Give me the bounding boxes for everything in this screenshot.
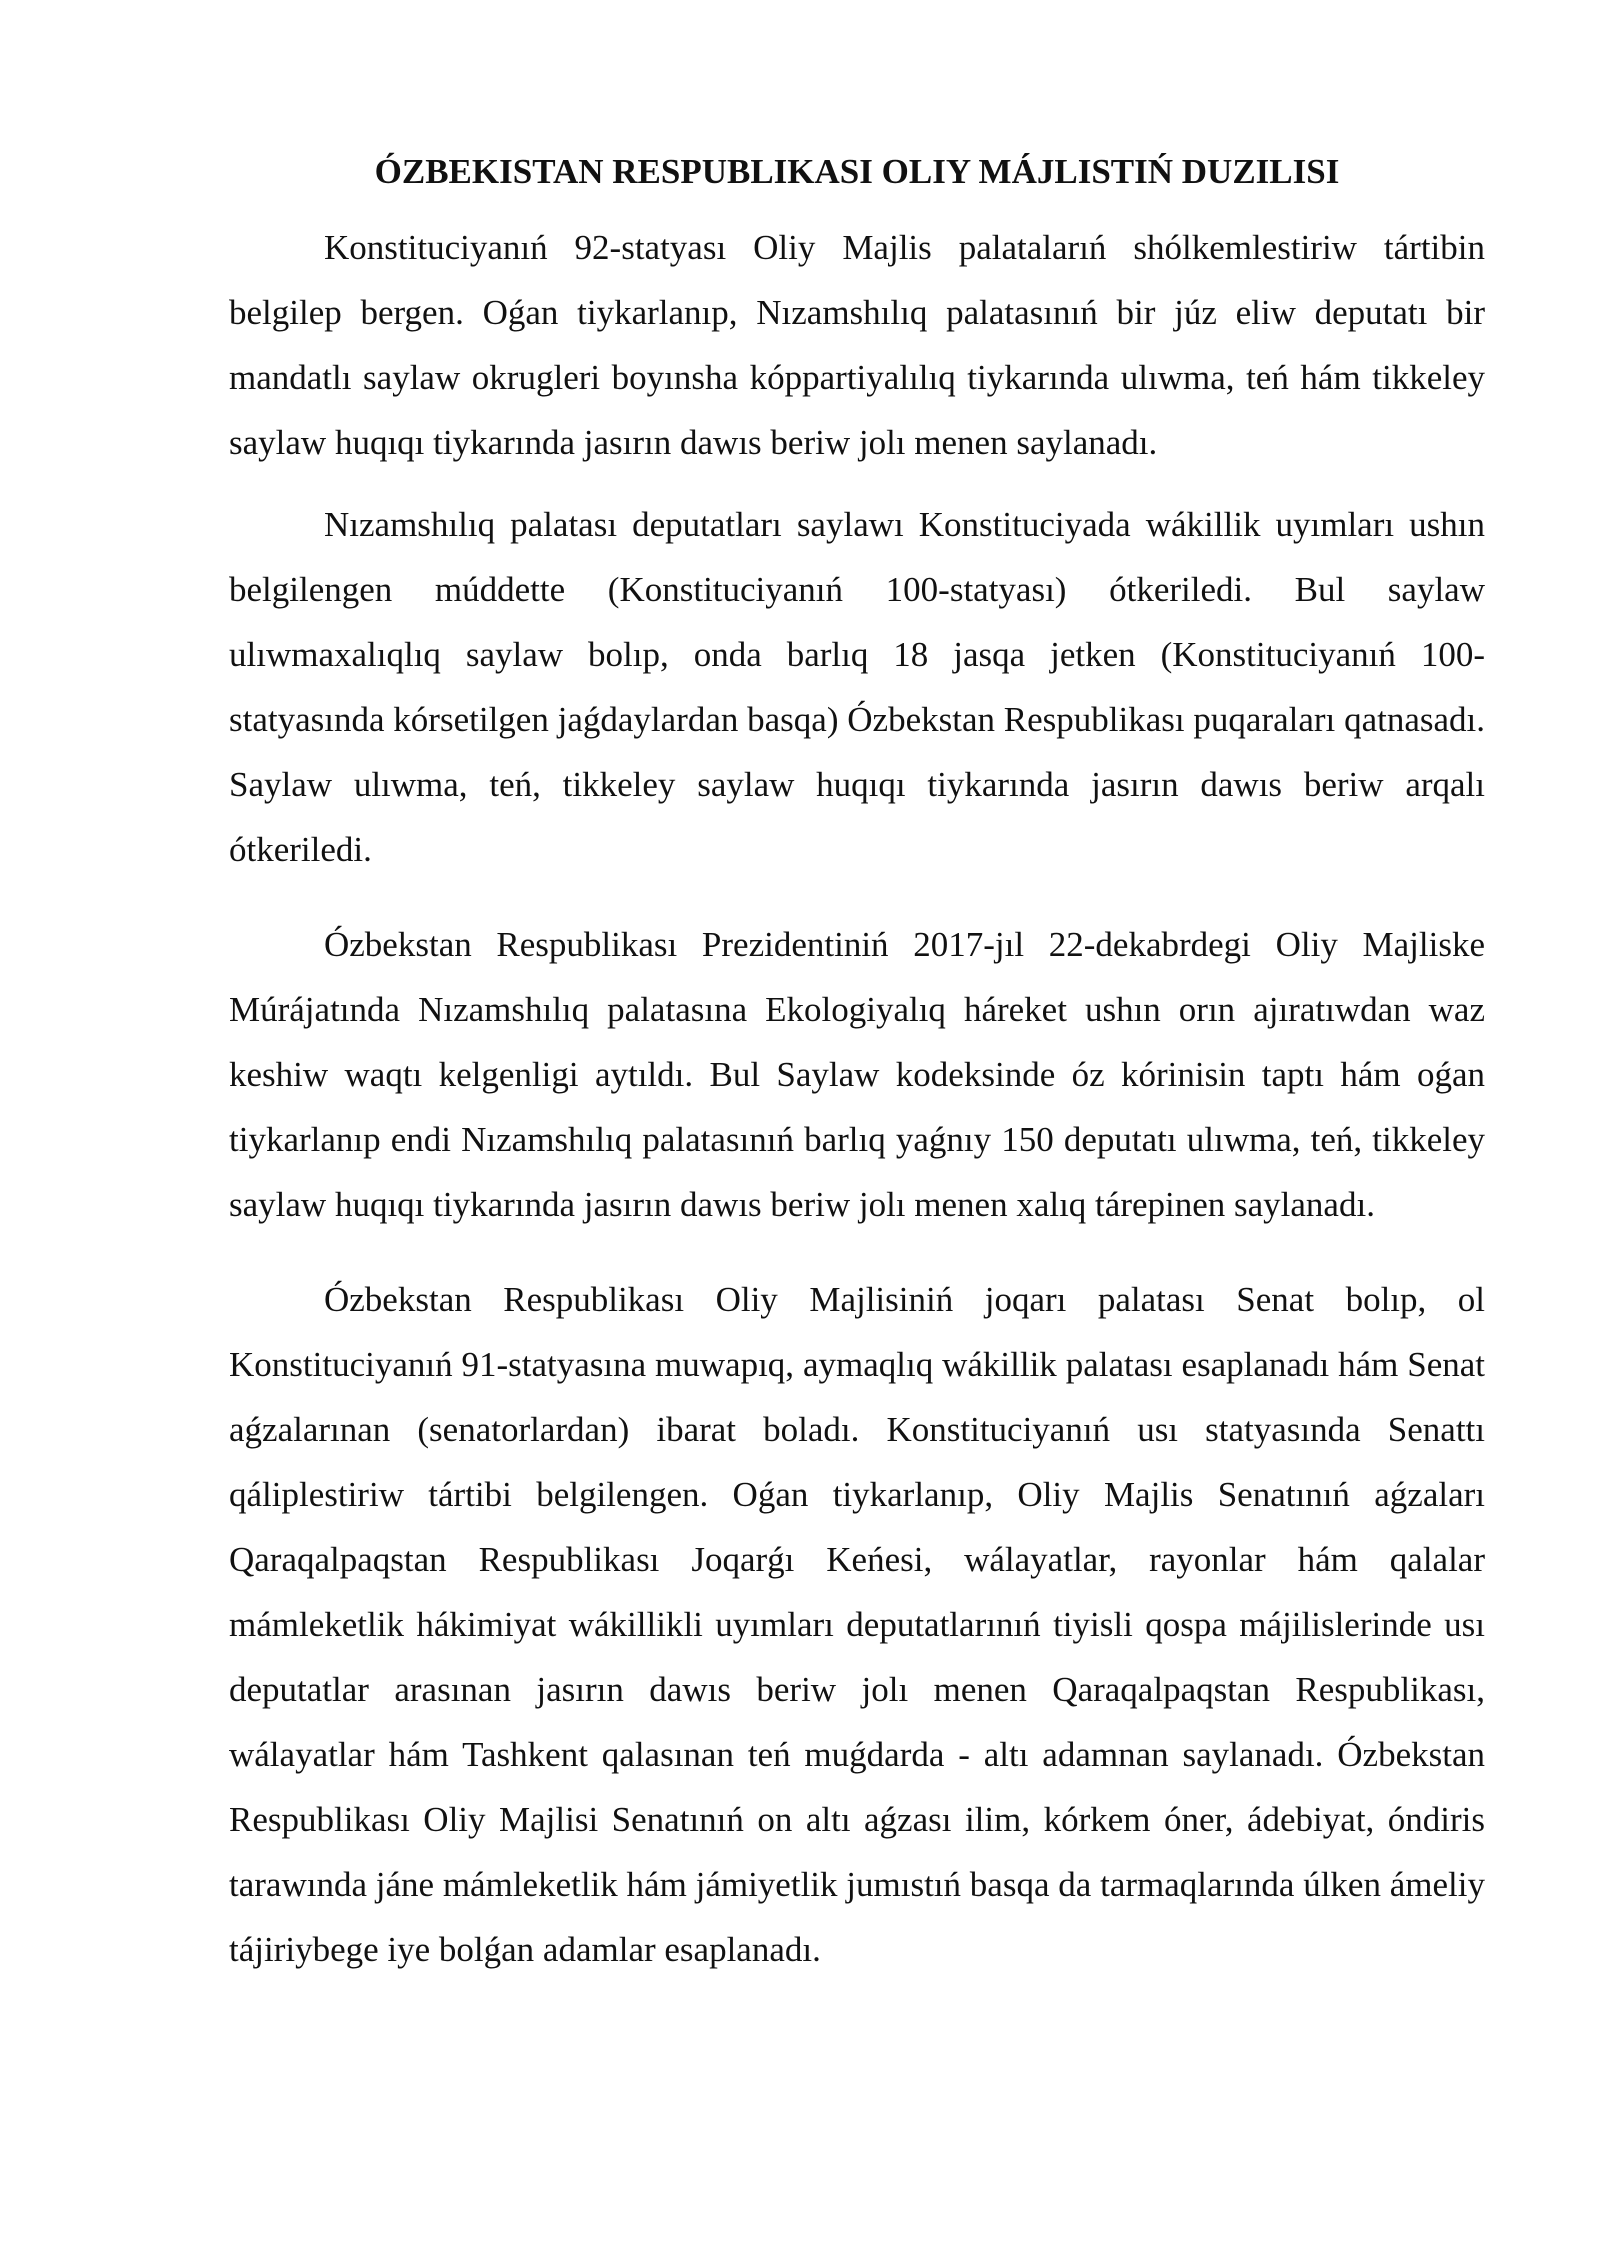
paragraph: Nızamshılıq palatası deputatları saylawı Konstituciyada wákillik uyımları ushın belgilengen múddette (Konstituciyanıń 100-statyası) ótkeriledi. Bul saylaw ulıwmaxalıqlıq saylaw bolıp, onda barlıq 18 jasqa jetken (Konstituciyanıń 100-statyasında kórsetilgen jaǵdaylardan basqa) Ózbekstan Respublikası puqaraları qatnasadı. Saylaw ulıwma, teń, tikkeley saylaw huqıqı tiykarında jasırın dawıs beriw arqalı ótkeriledi. bbox=[229, 505, 1485, 869]
document-body bbox=[229, 147, 1485, 1982]
paragraph: Ózbekstan Respublikası Prezidentiniń 2017-jıl 22-dekabrdegi Oliy Majliske Múrájatında Nızamshılıq palatasına Ekologiyalıq háreket ushın orın ajıratıwdan waz keshiw waqtı kelgenligi aytıldı. Bul Saylaw kodeksinde óz kórinisin taptı hám oǵan tiykarlanıp endi Nızamshılıq palatasınıń barlıq yaǵnıy 150 deputatı ulıwma, teń, tikkeley saylaw huqıqı tiykarında jasırın dawıs beriw jolı menen xalıq tárepinen saylanadı. bbox=[229, 925, 1485, 1224]
paragraph: Konstituciyanıń 92-statyası Oliy Majlis palatalarıń shólkemlestiriw tártibin belgilep bergen. Oǵan tiykarlanıp, Nızamshılıq palatasınıń bir júz eliw deputatı bir mandatlı saylaw okrugleri boyınsha kóppartiyalılıq tiykarında ulıwma, teń hám tikkeley saylaw huqıqı tiykarında jasırın dawıs beriw jolı menen saylanadı. bbox=[229, 228, 1485, 462]
paragraph: Ózbekstan Respublikası Oliy Majlisiniń joqarı palatası Senat bolıp, ol Konstituciyanıń 91-statyasına muwapıq, aymaqlıq wákillik palatası esaplanadı hám Senat aǵzalarınan (senatorlardan) ibarat boladı. Konstituciyanıń usı statyasında Senattı qáliplestiriw tártibi belgilengen. Oǵan tiykarlanıp, Oliy Majlis Senatınıń aǵzaları Qaraqalpaqstan Respublikası Joqarǵı Keńesi, wálayatlar, rayonlar hám qalalar mámleketlik hákimiyat wákillikli uyımları deputatlarınıń tiyisli qospa májilislerinde usı deputatlar arasınan jasırın dawıs beriw jolı menen Qaraqalpaqstan Respublikası, wálayatlar hám Tashkent qalasınan teń muǵdarda - altı adamnan saylanadı. Ózbekstan Respublikası Oliy Majlisi Senatınıń on altı aǵzası ilim, kórkem óner, ádebiyat, óndiris tarawında jáne mámleketlik hám jámiyetlik jumıstıń basqa da tarmaqlarında úlken ámeliy tájiriybege iye bolǵan adamlar esaplanadı. bbox=[229, 1280, 1485, 1969]
document-title: ÓZBEKISTAN RESPUBLIKASI OLIY MÁJLISTIŃ DUZILISI bbox=[374, 152, 1340, 191]
